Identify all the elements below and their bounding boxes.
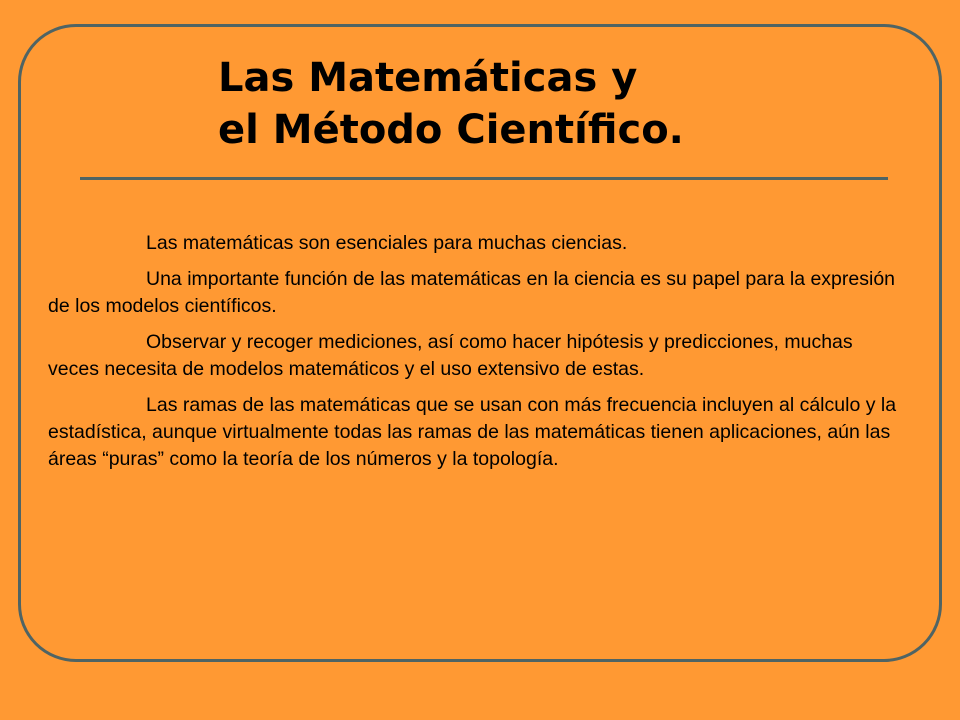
slide-title	[218, 52, 684, 156]
paragraph-3: Observar y recoger mediciones, así como hacer hipótesis y predicciones, muchas veces necesita de modelos matemáticos y el uso extensivo de estas.	[48, 331, 853, 380]
paragraph-1: Las matemáticas son esenciales para muchas ciencias.	[146, 232, 628, 254]
slide-body	[48, 230, 908, 482]
paragraph-2: Una importante función de las matemáticas en la ciencia es su papel para la expresión de los modelos científicos.	[48, 268, 896, 317]
title-line-1: Las Matemáticas y	[218, 55, 638, 101]
title-divider	[80, 177, 888, 180]
paragraph-4: Las ramas de las matemáticas que se usan con más frecuencia incluyen al cálculo y la estadística, aunque virtualmente todas las ramas de las matemáticas tienen aplicaciones, aún las áreas “puras” como la teoría de los números y la topología.	[48, 394, 897, 470]
title-line-2: el Método Científico.	[218, 107, 684, 153]
